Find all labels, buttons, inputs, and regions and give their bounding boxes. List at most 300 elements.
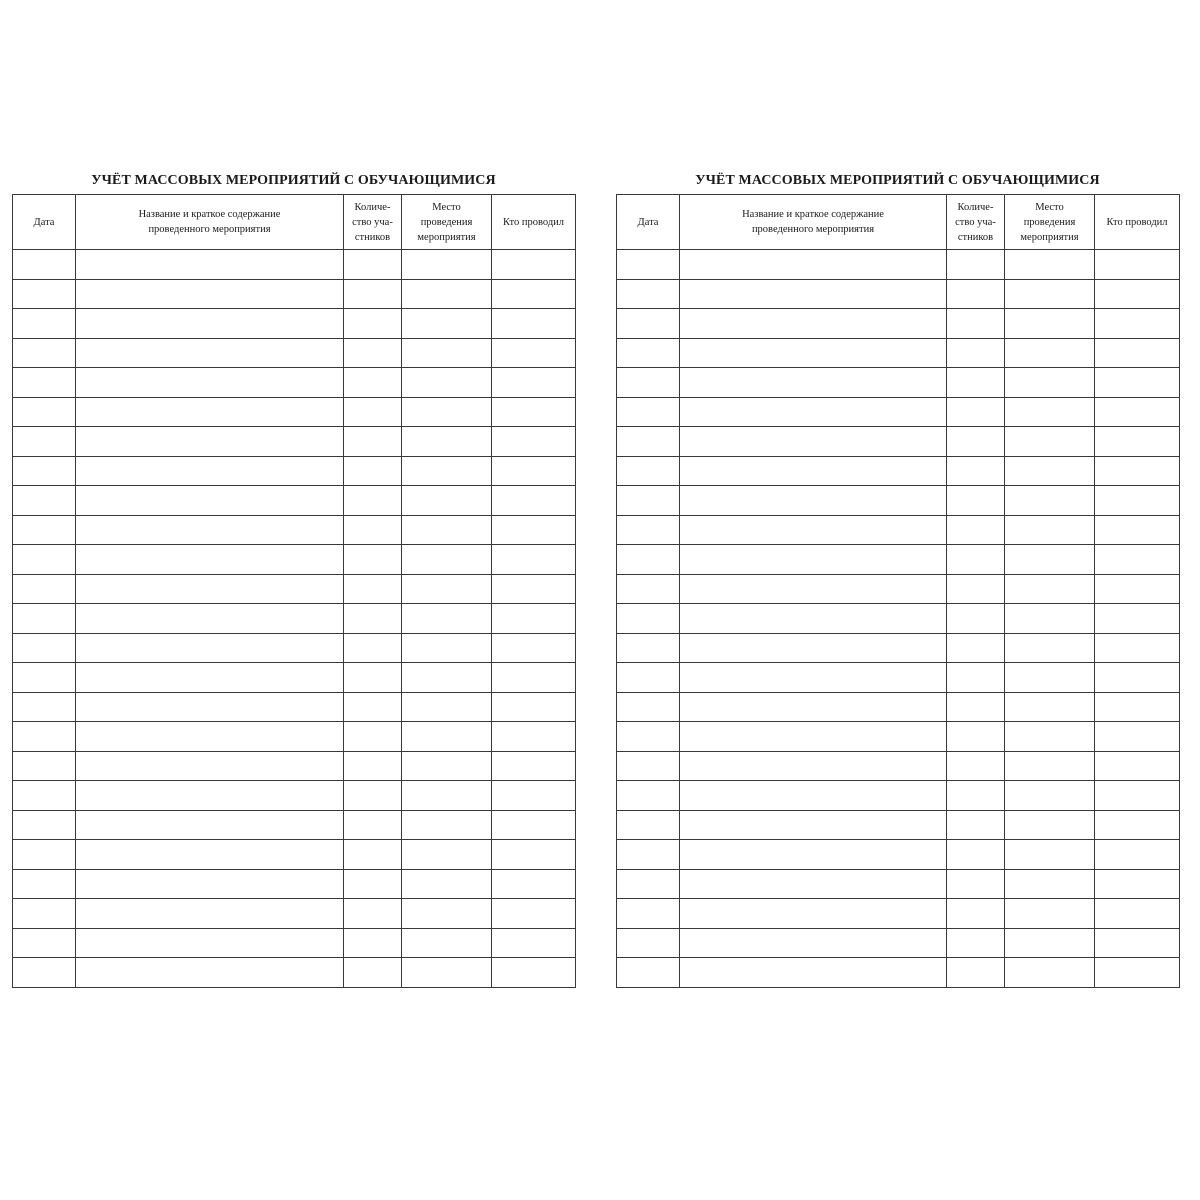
cell-venue[interactable] <box>1005 840 1095 870</box>
cell-event-name[interactable] <box>680 722 947 752</box>
table-row <box>617 958 1180 988</box>
cell-venue[interactable] <box>402 574 492 604</box>
cell-organizer[interactable] <box>492 810 576 840</box>
cell-organizer[interactable] <box>492 604 576 634</box>
cell-event-name[interactable] <box>76 545 344 575</box>
cell-event-name[interactable] <box>76 515 344 545</box>
cell-event-name[interactable] <box>680 928 947 958</box>
cell-venue[interactable] <box>1005 958 1095 988</box>
cell-organizer[interactable] <box>492 781 576 811</box>
cell-organizer[interactable] <box>492 574 576 604</box>
page-left <box>12 168 575 988</box>
cell-event-name[interactable] <box>680 338 947 368</box>
cell-organizer[interactable] <box>492 486 576 516</box>
cell-event-name[interactable] <box>76 427 344 457</box>
cell-venue[interactable] <box>402 486 492 516</box>
table-row <box>13 515 576 545</box>
cell-venue[interactable] <box>402 663 492 693</box>
cell-venue[interactable] <box>402 899 492 929</box>
cell-organizer[interactable] <box>1095 456 1180 486</box>
cell-organizer[interactable] <box>1095 397 1180 427</box>
cell-venue[interactable] <box>1005 722 1095 752</box>
cell-event-name[interactable] <box>680 515 947 545</box>
cell-participants[interactable] <box>947 663 1005 693</box>
table-row <box>617 486 1180 516</box>
cell-date[interactable] <box>13 722 76 752</box>
cell-participants[interactable] <box>344 604 402 634</box>
cell-event-name[interactable] <box>76 604 344 634</box>
cell-venue[interactable] <box>402 368 492 398</box>
table-header-row <box>617 195 1180 250</box>
cell-venue[interactable] <box>402 692 492 722</box>
cell-event-name[interactable] <box>76 928 344 958</box>
table-row <box>13 250 576 280</box>
cell-participants[interactable] <box>947 958 1005 988</box>
cell-venue[interactable] <box>402 840 492 870</box>
cell-participants[interactable] <box>947 309 1005 339</box>
cell-venue[interactable] <box>1005 338 1095 368</box>
table-row <box>13 810 576 840</box>
cell-participants[interactable] <box>344 781 402 811</box>
events-table <box>12 194 576 988</box>
events-table <box>616 194 1180 988</box>
table-row <box>617 338 1180 368</box>
cell-date[interactable] <box>13 338 76 368</box>
cell-participants[interactable] <box>947 604 1005 634</box>
table-row <box>13 722 576 752</box>
cell-date[interactable] <box>617 899 680 929</box>
table-row <box>13 751 576 781</box>
cell-event-name[interactable] <box>680 810 947 840</box>
cell-venue[interactable] <box>1005 781 1095 811</box>
cell-venue[interactable] <box>1005 928 1095 958</box>
cell-event-name[interactable] <box>680 397 947 427</box>
cell-participants[interactable] <box>947 545 1005 575</box>
cell-participants[interactable] <box>344 397 402 427</box>
cell-participants[interactable] <box>947 633 1005 663</box>
cell-date[interactable] <box>13 427 76 457</box>
table-row <box>617 604 1180 634</box>
cell-event-name[interactable] <box>76 250 344 280</box>
cell-venue[interactable] <box>1005 663 1095 693</box>
cell-organizer[interactable] <box>492 899 576 929</box>
cell-participants[interactable] <box>344 663 402 693</box>
cell-event-name[interactable] <box>680 250 947 280</box>
cell-event-name[interactable] <box>680 692 947 722</box>
table-row <box>13 692 576 722</box>
cell-participants[interactable] <box>344 574 402 604</box>
cell-event-name[interactable] <box>76 869 344 899</box>
cell-venue[interactable] <box>1005 250 1095 280</box>
cell-event-name[interactable] <box>680 663 947 693</box>
cell-participants[interactable] <box>947 574 1005 604</box>
table-row <box>13 397 576 427</box>
table-row <box>617 515 1180 545</box>
cell-date[interactable] <box>13 279 76 309</box>
cell-date[interactable] <box>13 309 76 339</box>
column-header-participants: Количе- ство уча- стников <box>947 195 1005 250</box>
page-right <box>616 168 1179 988</box>
cell-participants[interactable] <box>947 515 1005 545</box>
cell-event-name[interactable] <box>680 486 947 516</box>
cell-venue[interactable] <box>402 338 492 368</box>
table-row <box>617 279 1180 309</box>
cell-organizer[interactable] <box>492 545 576 575</box>
cell-participants[interactable] <box>947 250 1005 280</box>
cell-date[interactable] <box>617 663 680 693</box>
table-row <box>617 928 1180 958</box>
cell-organizer[interactable] <box>1095 869 1180 899</box>
cell-venue[interactable] <box>402 545 492 575</box>
cell-participants[interactable] <box>947 810 1005 840</box>
table-row <box>617 692 1180 722</box>
cell-participants[interactable] <box>947 338 1005 368</box>
table-row <box>617 633 1180 663</box>
cell-date[interactable] <box>617 250 680 280</box>
cell-date[interactable] <box>617 633 680 663</box>
cell-date[interactable] <box>13 456 76 486</box>
cell-organizer[interactable] <box>1095 427 1180 457</box>
cell-venue[interactable] <box>402 427 492 457</box>
table-row <box>13 899 576 929</box>
cell-organizer[interactable] <box>1095 899 1180 929</box>
cell-participants[interactable] <box>947 692 1005 722</box>
cell-organizer[interactable] <box>1095 279 1180 309</box>
table-row <box>617 722 1180 752</box>
cell-participants[interactable] <box>947 840 1005 870</box>
cell-participants[interactable] <box>344 279 402 309</box>
cell-participants[interactable] <box>947 427 1005 457</box>
cell-organizer[interactable] <box>1095 368 1180 398</box>
cell-date[interactable] <box>617 928 680 958</box>
cell-venue[interactable] <box>402 810 492 840</box>
table-row <box>13 604 576 634</box>
cell-participants[interactable] <box>947 486 1005 516</box>
cell-date[interactable] <box>13 692 76 722</box>
cell-participants[interactable] <box>344 338 402 368</box>
cell-venue[interactable] <box>1005 486 1095 516</box>
cell-participants[interactable] <box>947 456 1005 486</box>
cell-event-name[interactable] <box>76 722 344 752</box>
table-body <box>13 250 576 988</box>
cell-date[interactable] <box>617 722 680 752</box>
page-title: УЧЁТ МАССОВЫХ МЕРОПРИЯТИЙ С ОБУЧАЮЩИМИСЯ <box>91 173 496 188</box>
cell-date[interactable] <box>617 368 680 398</box>
table-row <box>617 250 1180 280</box>
cell-event-name[interactable] <box>76 751 344 781</box>
cell-date[interactable] <box>13 869 76 899</box>
cell-event-name[interactable] <box>680 751 947 781</box>
cell-organizer[interactable] <box>492 250 576 280</box>
cell-organizer[interactable] <box>492 397 576 427</box>
cell-organizer[interactable] <box>492 368 576 398</box>
cell-date[interactable] <box>617 958 680 988</box>
cell-date[interactable] <box>617 840 680 870</box>
cell-date[interactable] <box>13 810 76 840</box>
cell-date[interactable] <box>617 692 680 722</box>
table-row <box>13 279 576 309</box>
cell-participants[interactable] <box>344 545 402 575</box>
cell-organizer[interactable] <box>492 928 576 958</box>
cell-organizer[interactable] <box>1095 486 1180 516</box>
cell-venue[interactable] <box>402 456 492 486</box>
cell-participants[interactable] <box>947 869 1005 899</box>
cell-organizer[interactable] <box>1095 840 1180 870</box>
cell-date[interactable] <box>617 279 680 309</box>
cell-date[interactable] <box>13 368 76 398</box>
cell-date[interactable] <box>13 486 76 516</box>
cell-venue[interactable] <box>1005 545 1095 575</box>
cell-date[interactable] <box>13 840 76 870</box>
cell-event-name[interactable] <box>76 840 344 870</box>
cell-venue[interactable] <box>402 250 492 280</box>
column-header-organizer: Кто проводил <box>1095 195 1180 250</box>
cell-organizer[interactable] <box>492 722 576 752</box>
cell-organizer[interactable] <box>492 456 576 486</box>
cell-event-name[interactable] <box>680 279 947 309</box>
cell-participants[interactable] <box>344 692 402 722</box>
cell-venue[interactable] <box>1005 279 1095 309</box>
cell-date[interactable] <box>13 574 76 604</box>
cell-date[interactable] <box>13 397 76 427</box>
cell-organizer[interactable] <box>492 427 576 457</box>
cell-event-name[interactable] <box>680 456 947 486</box>
cell-venue[interactable] <box>402 633 492 663</box>
table-row <box>13 840 576 870</box>
page-title: УЧЁТ МАССОВЫХ МЕРОПРИЯТИЙ С ОБУЧАЮЩИМИСЯ <box>695 173 1100 188</box>
table-row <box>617 397 1180 427</box>
column-header-event-name: Название и краткое содержание проведенного мероприятия <box>680 195 947 250</box>
cell-event-name[interactable] <box>680 840 947 870</box>
cell-organizer[interactable] <box>1095 751 1180 781</box>
cell-date[interactable] <box>617 397 680 427</box>
cell-organizer[interactable] <box>492 751 576 781</box>
cell-date[interactable] <box>13 751 76 781</box>
cell-organizer[interactable] <box>1095 810 1180 840</box>
cell-event-name[interactable] <box>76 663 344 693</box>
cell-event-name[interactable] <box>680 899 947 929</box>
cell-organizer[interactable] <box>1095 250 1180 280</box>
cell-event-name[interactable] <box>76 692 344 722</box>
cell-date[interactable] <box>13 250 76 280</box>
table-row <box>13 338 576 368</box>
cell-organizer[interactable] <box>1095 338 1180 368</box>
cell-organizer[interactable] <box>1095 604 1180 634</box>
cell-event-name[interactable] <box>76 781 344 811</box>
cell-event-name[interactable] <box>76 899 344 929</box>
cell-participants[interactable] <box>947 368 1005 398</box>
cell-date[interactable] <box>617 545 680 575</box>
cell-venue[interactable] <box>402 604 492 634</box>
cell-organizer[interactable] <box>492 279 576 309</box>
cell-participants[interactable] <box>344 958 402 988</box>
cell-venue[interactable] <box>402 751 492 781</box>
cell-event-name[interactable] <box>76 397 344 427</box>
cell-participants[interactable] <box>344 751 402 781</box>
table-row <box>617 574 1180 604</box>
cell-organizer[interactable] <box>1095 781 1180 811</box>
cell-venue[interactable] <box>1005 368 1095 398</box>
cell-venue[interactable] <box>402 309 492 339</box>
table-row <box>617 309 1180 339</box>
cell-venue[interactable] <box>1005 456 1095 486</box>
cell-venue[interactable] <box>402 928 492 958</box>
cell-event-name[interactable] <box>680 427 947 457</box>
cell-participants[interactable] <box>947 928 1005 958</box>
cell-participants[interactable] <box>947 899 1005 929</box>
cell-participants[interactable] <box>344 456 402 486</box>
cell-organizer[interactable] <box>1095 958 1180 988</box>
cell-participants[interactable] <box>344 515 402 545</box>
cell-participants[interactable] <box>947 722 1005 752</box>
column-header-date: Дата <box>617 195 680 250</box>
table-row <box>617 751 1180 781</box>
cell-date[interactable] <box>617 810 680 840</box>
cell-participants[interactable] <box>344 633 402 663</box>
cell-date[interactable] <box>13 899 76 929</box>
cell-organizer[interactable] <box>1095 692 1180 722</box>
cell-organizer[interactable] <box>492 633 576 663</box>
cell-event-name[interactable] <box>76 574 344 604</box>
cell-venue[interactable] <box>1005 515 1095 545</box>
cell-organizer[interactable] <box>1095 545 1180 575</box>
cell-event-name[interactable] <box>680 574 947 604</box>
cell-event-name[interactable] <box>680 781 947 811</box>
cell-organizer[interactable] <box>492 869 576 899</box>
table-row <box>617 899 1180 929</box>
cell-organizer[interactable] <box>492 840 576 870</box>
cell-date[interactable] <box>617 427 680 457</box>
cell-date[interactable] <box>13 928 76 958</box>
table-row <box>13 574 576 604</box>
table-row <box>13 928 576 958</box>
cell-organizer[interactable] <box>1095 574 1180 604</box>
cell-event-name[interactable] <box>76 486 344 516</box>
cell-event-name[interactable] <box>76 633 344 663</box>
cell-date[interactable] <box>617 869 680 899</box>
cell-venue[interactable] <box>402 279 492 309</box>
cell-organizer[interactable] <box>1095 722 1180 752</box>
cell-participants[interactable] <box>947 397 1005 427</box>
cell-date[interactable] <box>13 633 76 663</box>
cell-participants[interactable] <box>947 751 1005 781</box>
cell-event-name[interactable] <box>680 958 947 988</box>
cell-venue[interactable] <box>1005 899 1095 929</box>
cell-event-name[interactable] <box>76 279 344 309</box>
cell-date[interactable] <box>13 545 76 575</box>
cell-venue[interactable] <box>1005 869 1095 899</box>
cell-event-name[interactable] <box>680 604 947 634</box>
cell-venue[interactable] <box>402 397 492 427</box>
cell-venue[interactable] <box>402 958 492 988</box>
table-row <box>13 869 576 899</box>
cell-participants[interactable] <box>947 279 1005 309</box>
cell-participants[interactable] <box>344 368 402 398</box>
cell-event-name[interactable] <box>680 633 947 663</box>
cell-participants[interactable] <box>344 810 402 840</box>
cell-participants[interactable] <box>344 250 402 280</box>
cell-date[interactable] <box>617 309 680 339</box>
cell-organizer[interactable] <box>1095 309 1180 339</box>
cell-organizer[interactable] <box>492 958 576 988</box>
cell-organizer[interactable] <box>1095 633 1180 663</box>
cell-date[interactable] <box>617 515 680 545</box>
cell-participants[interactable] <box>344 427 402 457</box>
cell-participants[interactable] <box>344 928 402 958</box>
cell-date[interactable] <box>617 781 680 811</box>
cell-organizer[interactable] <box>492 338 576 368</box>
table-row <box>617 368 1180 398</box>
cell-event-name[interactable] <box>76 338 344 368</box>
cell-venue[interactable] <box>402 869 492 899</box>
cell-participants[interactable] <box>344 722 402 752</box>
cell-event-name[interactable] <box>680 368 947 398</box>
cell-venue[interactable] <box>1005 397 1095 427</box>
cell-venue[interactable] <box>1005 309 1095 339</box>
cell-venue[interactable] <box>1005 810 1095 840</box>
cell-date[interactable] <box>13 604 76 634</box>
cell-venue[interactable] <box>1005 751 1095 781</box>
cell-event-name[interactable] <box>76 309 344 339</box>
cell-organizer[interactable] <box>492 309 576 339</box>
cell-venue[interactable] <box>1005 692 1095 722</box>
cell-date[interactable] <box>617 456 680 486</box>
cell-event-name[interactable] <box>76 456 344 486</box>
column-header-venue: Место проведения мероприятия <box>1005 195 1095 250</box>
cell-date[interactable] <box>617 486 680 516</box>
cell-venue[interactable] <box>402 515 492 545</box>
cell-participants[interactable] <box>344 486 402 516</box>
cell-organizer[interactable] <box>1095 663 1180 693</box>
cell-participants[interactable] <box>344 840 402 870</box>
cell-date[interactable] <box>617 604 680 634</box>
cell-organizer[interactable] <box>1095 928 1180 958</box>
cell-venue[interactable] <box>1005 574 1095 604</box>
cell-date[interactable] <box>13 663 76 693</box>
cell-participants[interactable] <box>344 869 402 899</box>
cell-event-name[interactable] <box>76 368 344 398</box>
cell-date[interactable] <box>617 574 680 604</box>
cell-venue[interactable] <box>1005 427 1095 457</box>
table-row <box>617 545 1180 575</box>
cell-venue[interactable] <box>402 781 492 811</box>
cell-participants[interactable] <box>344 899 402 929</box>
cell-venue[interactable] <box>1005 633 1095 663</box>
table-row <box>13 958 576 988</box>
column-header-participants: Количе- ство уча- стников <box>344 195 402 250</box>
cell-organizer[interactable] <box>1095 515 1180 545</box>
cell-event-name[interactable] <box>680 309 947 339</box>
table-row <box>617 810 1180 840</box>
cell-participants[interactable] <box>344 309 402 339</box>
cell-date[interactable] <box>617 751 680 781</box>
cell-date[interactable] <box>13 958 76 988</box>
cell-date[interactable] <box>13 781 76 811</box>
cell-organizer[interactable] <box>492 663 576 693</box>
table-row <box>617 427 1180 457</box>
cell-venue[interactable] <box>402 722 492 752</box>
cell-event-name[interactable] <box>680 545 947 575</box>
cell-venue[interactable] <box>1005 604 1095 634</box>
cell-participants[interactable] <box>947 781 1005 811</box>
cell-event-name[interactable] <box>76 958 344 988</box>
cell-date[interactable] <box>13 515 76 545</box>
cell-date[interactable] <box>617 338 680 368</box>
cell-event-name[interactable] <box>680 869 947 899</box>
cell-event-name[interactable] <box>76 810 344 840</box>
cell-organizer[interactable] <box>492 515 576 545</box>
cell-organizer[interactable] <box>492 692 576 722</box>
